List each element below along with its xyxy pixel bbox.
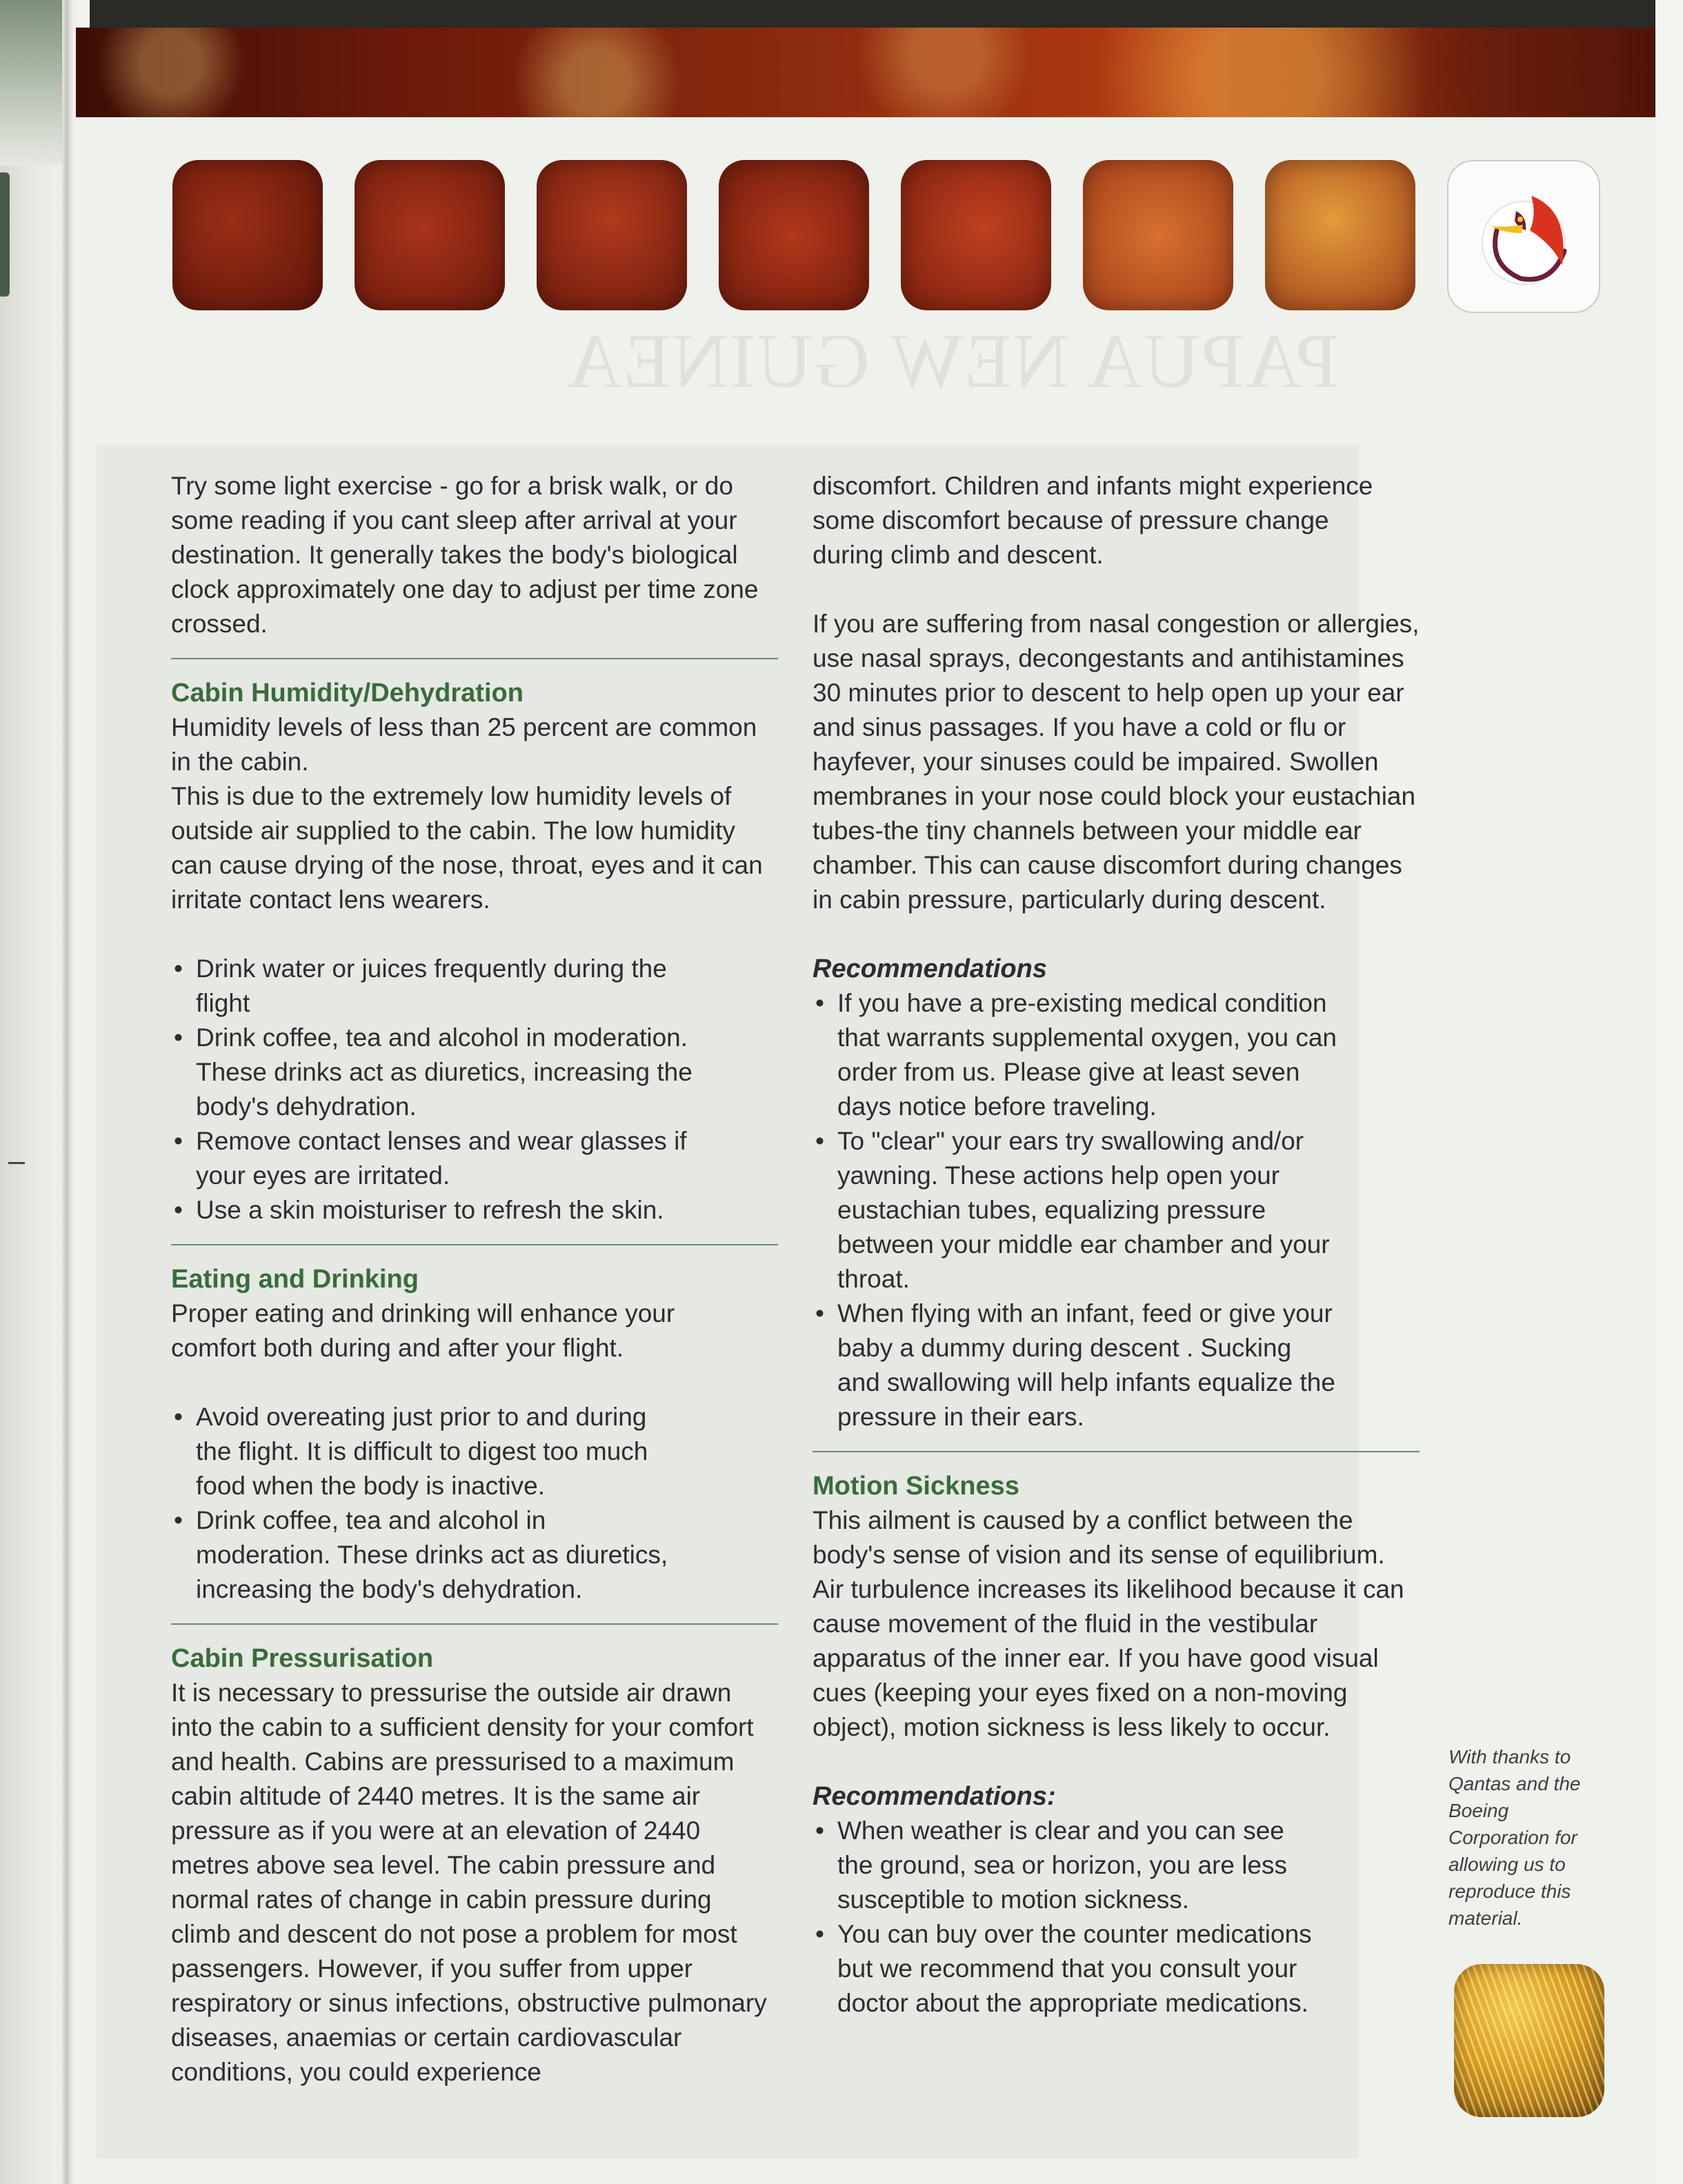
list-item: • Drink coffee, tea and alcohol in moderation. These drinks act as diuretics, increasing the body's dehydration.: [171, 1021, 695, 1124]
photo-tile: [172, 160, 323, 310]
left-column: [171, 469, 778, 2090]
list-item: • Use a skin moisturiser to refresh the skin.: [171, 1193, 695, 1228]
list-item: • When flying with an infant, feed or give your baby a dummy during descent . Sucking and swallowing will help infants equalize the pressure in their ears.: [813, 1296, 1337, 1434]
feather-photo: [1454, 1964, 1604, 2117]
header-tile-row: [172, 160, 1683, 312]
section-divider: [813, 1451, 1420, 1452]
credit-note: With thanks to Qantas and the Boeing Corporation for allowing us to reproduce this material.: [1448, 1746, 1581, 1929]
list-item: • Drink water or juices frequently during the flight: [171, 952, 695, 1021]
list-item: • Avoid overeating just prior to and during the flight. It is difficult to digest too much food when the body is inactive.: [171, 1400, 681, 1503]
airline-logo-tile: [1447, 160, 1600, 313]
intro-paragraph: Try some light exercise - go for a brisk walk, or do some reading if you cant sleep after arrival at your destination. It generally takes the body's biological clock approximately one day to adjust per time zone crossed.: [171, 472, 759, 638]
list-item: • You can buy over the counter medications but we recommend that you consult your doctor about the appropriate medications.: [813, 1917, 1323, 2021]
eating-paragraph: Proper eating and drinking will enhance your comfort both during and after your flight.: [171, 1299, 675, 1362]
photo-tile: [719, 160, 869, 310]
section-heading-motion-sickness: Motion Sickness: [813, 1472, 1019, 1501]
photo-tile: [355, 160, 505, 310]
right-column: [813, 469, 1420, 2021]
gutter-shadow: [61, 0, 73, 2184]
photo-tile: [1265, 160, 1415, 310]
pressurisation-paragraph: It is necessary to pressurise the outside air drawn into the cabin to a sufficient density for your comfort and health. Cabins are pressurised to a maximum cabin altitude of 2440 metres. It is the same air pressure as if you were at an elevation of 2440 metres above sea level. The cabin pressure and normal rates of change in cabin pressure during climb and descent do not pose a problem for most passengers. However, if you suffer from upper respiratory or sinus infections, obstructive pulmonary diseases, anaemias or certain cardiovascular conditions, you could experience: [171, 1679, 767, 2086]
adjacent-page-tab: [0, 172, 10, 297]
list-item: • Drink coffee, tea and alcohol in moderation. These drinks act as diuretics, increasing the body's dehydration.: [171, 1503, 681, 1607]
bird-of-paradise-logo-icon: [1448, 161, 1599, 312]
photo-tile: [901, 160, 1051, 310]
recommendations-bullet-list-2: [813, 1814, 1323, 2021]
list-item: • If you have a pre-existing medical condition that warrants supplemental oxygen, you can order from us. Please give at least seven days notice before traveling.: [813, 986, 1337, 1124]
header-banner-image: [76, 28, 1655, 117]
list-item: • To "clear" your ears try swallowing and/or yawning. These actions help open your eustachian tubes, equalizing pressure between your middle ear chamber and your throat.: [813, 1124, 1337, 1296]
section-divider: [171, 658, 778, 659]
photo-tile: [1083, 160, 1233, 310]
photo-tile: [537, 160, 687, 310]
humidity-bullet-list: [171, 952, 695, 1228]
recommendations-heading: Recommendations: [813, 954, 1047, 983]
section-heading-humidity: Cabin Humidity/Dehydration: [171, 679, 524, 708]
continued-paragraph: discomfort. Children and infants might experience some discomfort because of pressure change during climb and descent.: [813, 472, 1373, 569]
page-right-edge: [1655, 0, 1683, 2184]
section-heading-pressurisation: Cabin Pressurisation: [171, 1644, 434, 1673]
humidity-paragraph-2: This is due to the extremely low humidity levels of outside air supplied to the cabin. The low humidity can cause drying of the nose, throat, eyes and it can irritate contact lens wearers.: [171, 782, 763, 914]
list-item: • Remove contact lenses and wear glasses if your eyes are irritated.: [171, 1124, 695, 1193]
humidity-paragraph-1: Humidity levels of less than 25 percent are common in the cabin.: [171, 713, 757, 776]
motion-sickness-paragraph: This ailment is caused by a conflict between the body's sense of vision and its sense of equilibrium. Air turbulence increases its likelihood because it can cause movement of the fluid in the vestibular apparatus of the inner ear. If you have good visual cues (keeping your eyes fixed on a non-moving object), motion sickness is less likely to occur.: [813, 1506, 1404, 1741]
recommendations-bullet-list: [813, 986, 1337, 1434]
recommendations-heading-2: Recommendations:: [813, 1782, 1056, 1811]
section-heading-eating: Eating and Drinking: [171, 1265, 419, 1294]
list-item: • When weather is clear and you can see the ground, sea or horizon, you are less susceptible to motion sickness.: [813, 1814, 1323, 1917]
title-watermark: PAPUA NEW GUINEA: [565, 319, 1339, 404]
adjacent-page-rule: [8, 1162, 25, 1164]
eating-bullet-list: [171, 1400, 681, 1607]
nasal-paragraph: If you are suffering from nasal congestion or allergies, use nasal sprays, decongestants and antihistamines 30 minutes prior to descent to help open up your ear and sinus passages. If you have a cold or flu or hayfever, your sinuses could be impaired. Swollen membranes in your nose could block your eustachian tubes-the tiny channels between your middle ear chamber. This can cause discomfort during changes in cabin pressure, particularly during descent.: [813, 610, 1420, 914]
section-divider: [171, 1623, 778, 1625]
adjacent-page-edge: [0, 0, 62, 166]
section-divider: [171, 1244, 778, 1245]
